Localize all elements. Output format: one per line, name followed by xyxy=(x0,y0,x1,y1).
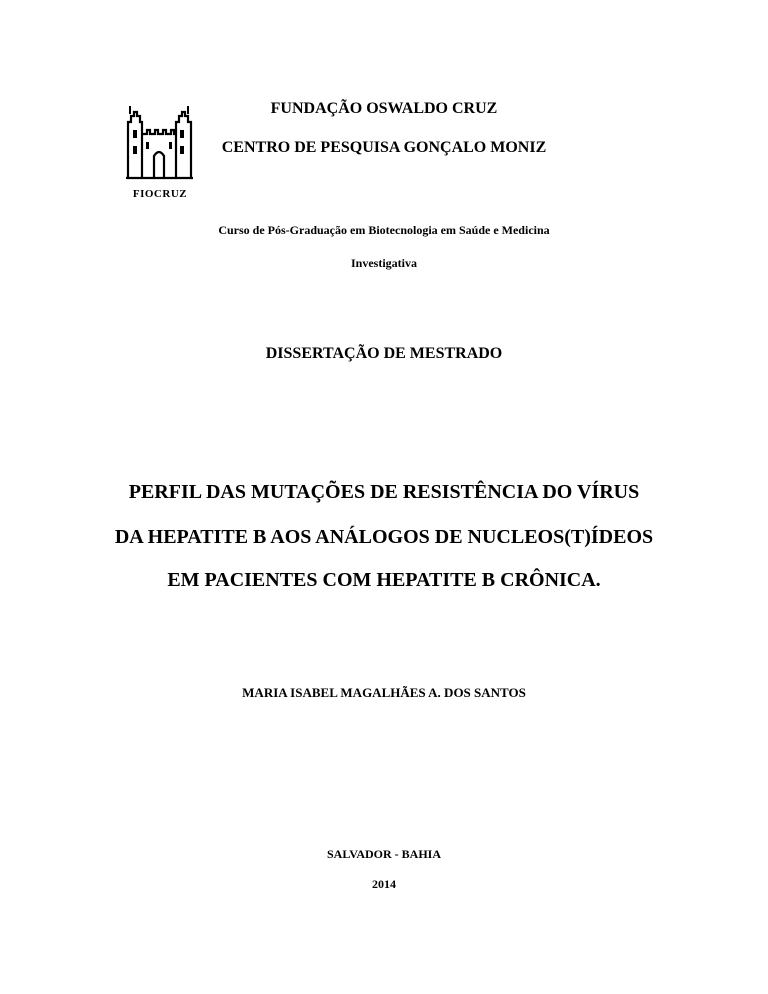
author-name: MARIA ISABEL MAGALHÃES A. DOS SANTOS xyxy=(242,685,526,700)
institution-name: FUNDAÇÃO OSWALDO CRUZ xyxy=(270,100,498,117)
title-line-3: EM PACIENTES COM HEPATITE B CRÔNICA. xyxy=(167,569,601,591)
course-line-1: Curso de Pós-Graduação em Biotecnologia em Saúde e Medicina xyxy=(218,223,550,237)
logo-text: FIOCRUZ xyxy=(132,188,188,200)
document-type: DISSERTAÇÃO DE MESTRADO xyxy=(265,345,503,362)
course-line-2: Investigativa xyxy=(351,256,417,270)
location: SALVADOR - BAHIA xyxy=(326,847,442,861)
year: 2014 xyxy=(372,877,396,891)
research-center-name: CENTRO DE PESQUISA GONÇALO MONIZ xyxy=(221,139,547,156)
title-line-1: PERFIL DAS MUTAÇÕES DE RESISTÊNCIA DO VÍRUS xyxy=(128,481,640,503)
title-line-2: DA HEPATITE B AOS ANÁLOGOS DE NUCLEOS(T)ÍDEOS xyxy=(114,526,654,548)
